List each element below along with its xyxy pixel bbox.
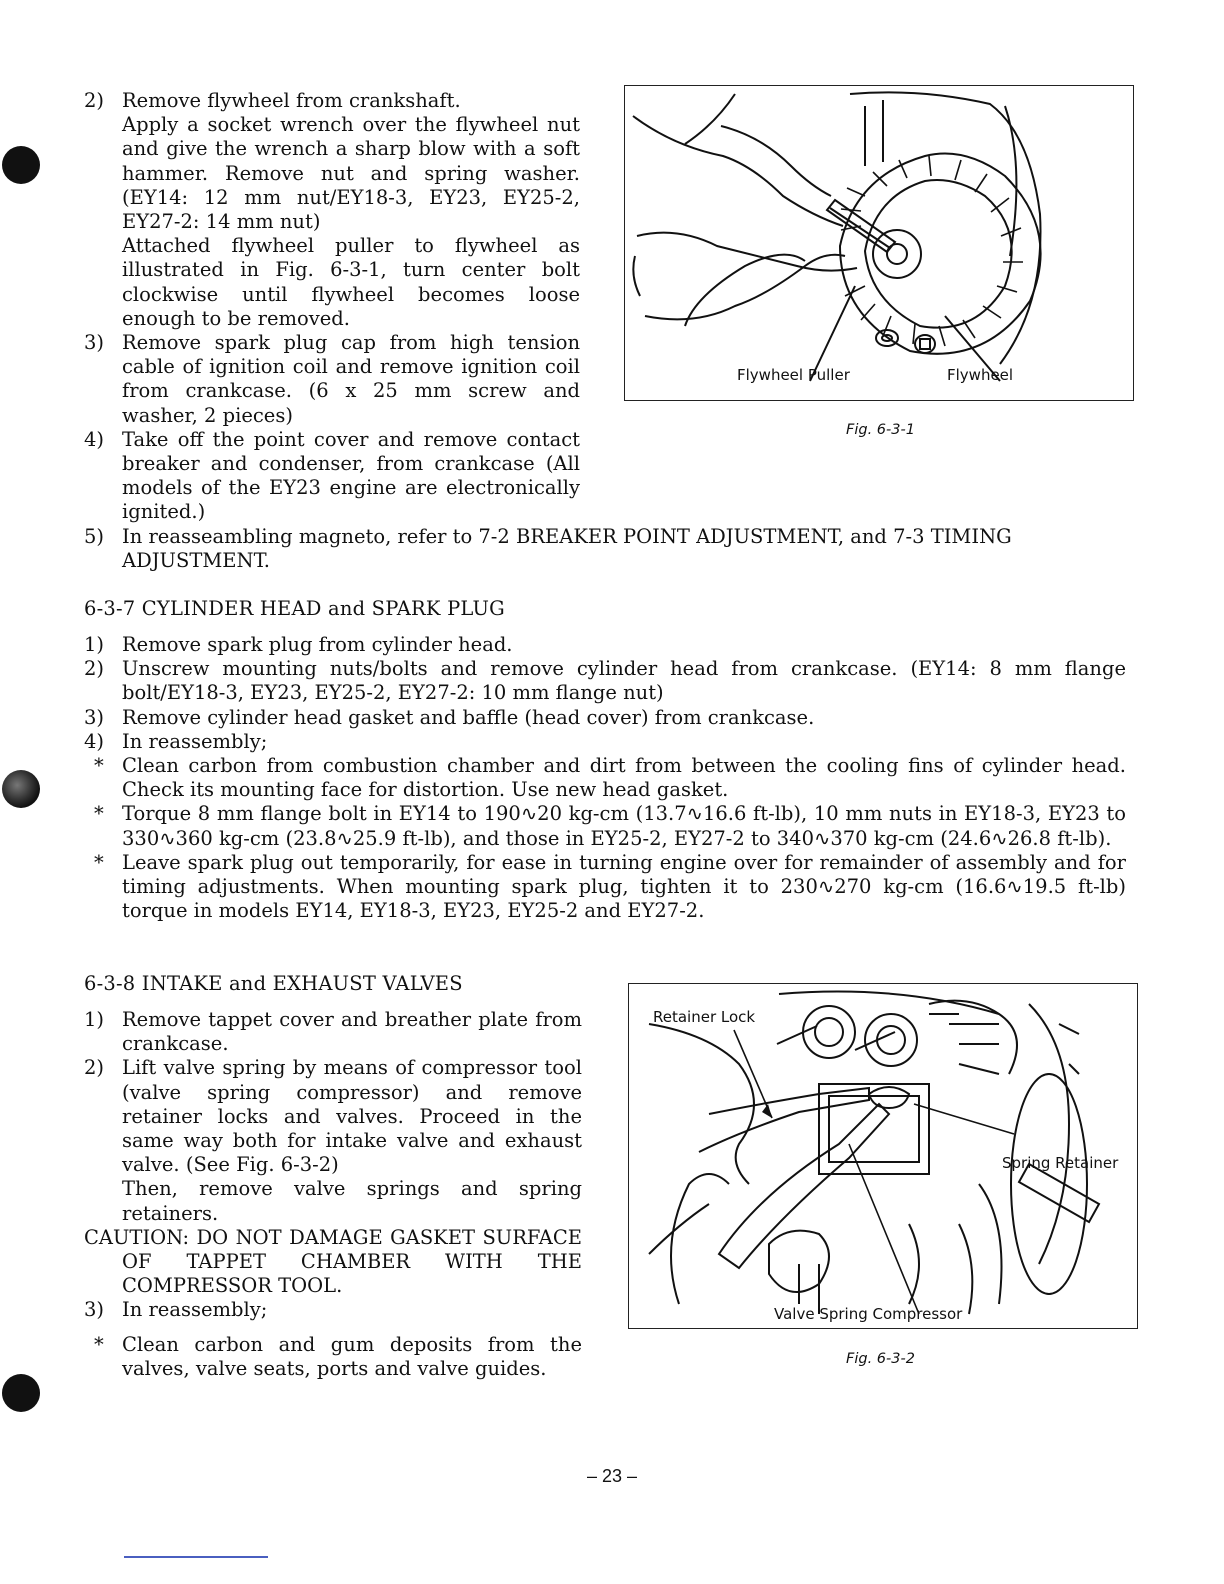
binder-hole-mark: [2, 770, 40, 808]
label-flywheel: Flywheel: [947, 366, 1014, 384]
bullet-item: * Torque 8 mm flange bolt in EY14 to 190∿20 kg-cm (13.7∿16.6 ft-lb), 10 mm nuts in EY18-3, EY23 to 330∿360 kg-cm (23.8∿25.9 ft-lb), and those in EY25-2, EY27-2 to 340∿370 kg-cm (24.6∿26.8 ft-lb).: [94, 802, 1126, 850]
list-item: 3) Remove cylinder head gasket and baffle (head cover) from crankcase.: [84, 705, 815, 729]
bullet-item: * Clean carbon and gum deposits from the valves, valve seats, ports and valve guides.: [94, 1332, 582, 1380]
list-item: 3) Remove spark plug cap from high tension cable of ignition coil and remove ignition coil from crankcase. (6 x 25 mm screw and washer, 2 pieces): [84, 331, 580, 427]
caution-note: CAUTION: DO NOT DAMAGE GASKET SURFACE OF TAPPET CHAMBER WITH THE COMPRESSOR TOOL.: [84, 1225, 582, 1298]
figure-caption: Fig. 6-3-1: [846, 422, 915, 438]
list-item: 3) In reassembly;: [84, 1298, 268, 1322]
binder-hole-mark: [2, 1374, 40, 1412]
list-item: 2) Unscrew mounting nuts/bolts and remove cylinder head from crankcase. (EY14: 8 mm flange bolt/EY18-3, EY23, EY25-2, EY27-2: 10 mm flange nut): [84, 657, 1126, 705]
list-item: 1) Remove spark plug from cylinder head.: [84, 633, 513, 656]
list-item: 4) Take off the point cover and remove contact breaker and condenser, from crankcase (All models of the EY23 engine are electronically ignited.): [84, 427, 580, 524]
section-valves: [84, 1008, 582, 1381]
figure-valve-spring-compressor: [628, 983, 1138, 1329]
footer-rule: [124, 1556, 268, 1558]
label-flywheel-puller: Flywheel Puller: [737, 366, 850, 384]
list-item: 2) Remove flywheel from crankshaft. Apply a socket wrench over the flywheel nut and give the wrench a sharp blow with a soft hammer. Remove nut and spring washer. (EY14: 12 mm nut/EY18-3, EY23, EY25-2, EY27-2: 14 mm nut) Attached flywheel puller to flywheel as illustrated in Fig. 6-3-1, turn center bolt clockwise until flywheel becomes loose enough to be removed.: [84, 89, 580, 330]
list-item: Then, remove valve springs and spring retainers.: [122, 1177, 582, 1225]
label-valve-spring-compressor: Valve Spring Compressor: [774, 1305, 963, 1323]
section-heading-cylinder-head: 6-3-7 CYLINDER HEAD and SPARK PLUG: [84, 597, 505, 620]
label-spring-retainer: Spring Retainer: [1002, 1154, 1119, 1172]
section-cylinder-head: [84, 633, 1126, 923]
section-heading-valves: 6-3-8 INTAKE and EXHAUST VALVES: [84, 972, 463, 995]
flywheel-illustration: [625, 86, 1133, 400]
list-item-magneto: 5) In reasseambling magneto, refer to 7-2 BREAKER POINT ADJUSTMENT, and 7-3 TIMING ADJUSTMENT.: [84, 525, 1012, 573]
label-retainer-lock: Retainer Lock: [653, 1008, 756, 1026]
list-item: 4) In reassembly;: [84, 729, 268, 753]
figure-caption: Fig. 6-3-2: [846, 1351, 915, 1367]
bullet-item: * Leave spark plug out temporarily, for ease in turning engine over for remainder of assembly and for timing adjustments. When mounting spark plug, tighten it to 230∿270 kg-cm (16.6∿19.5 ft-lb) torque in models EY14, EY18-3, EY23, EY25-2 and EY27-2.: [94, 850, 1126, 923]
section-flywheel-removal: [84, 89, 580, 525]
page-number: – 23 –: [586, 1466, 638, 1486]
bullet-item: * Clean carbon from combustion chamber and dirt from between the cooling fins of cylinder head. Check its mounting face for distortion. Use new head gasket.: [94, 754, 1126, 802]
list-item: 2) Lift valve spring by means of compressor tool (valve spring compressor) and remove retainer locks and valves. Proceed in the same way both for intake valve and exhaust valve. (See Fig. 6-3-2): [84, 1056, 582, 1177]
figure-flywheel-puller: [624, 85, 1134, 401]
list-item: 1) Remove tappet cover and breather plate from crankcase.: [84, 1008, 582, 1056]
binder-hole-mark: [2, 146, 40, 184]
